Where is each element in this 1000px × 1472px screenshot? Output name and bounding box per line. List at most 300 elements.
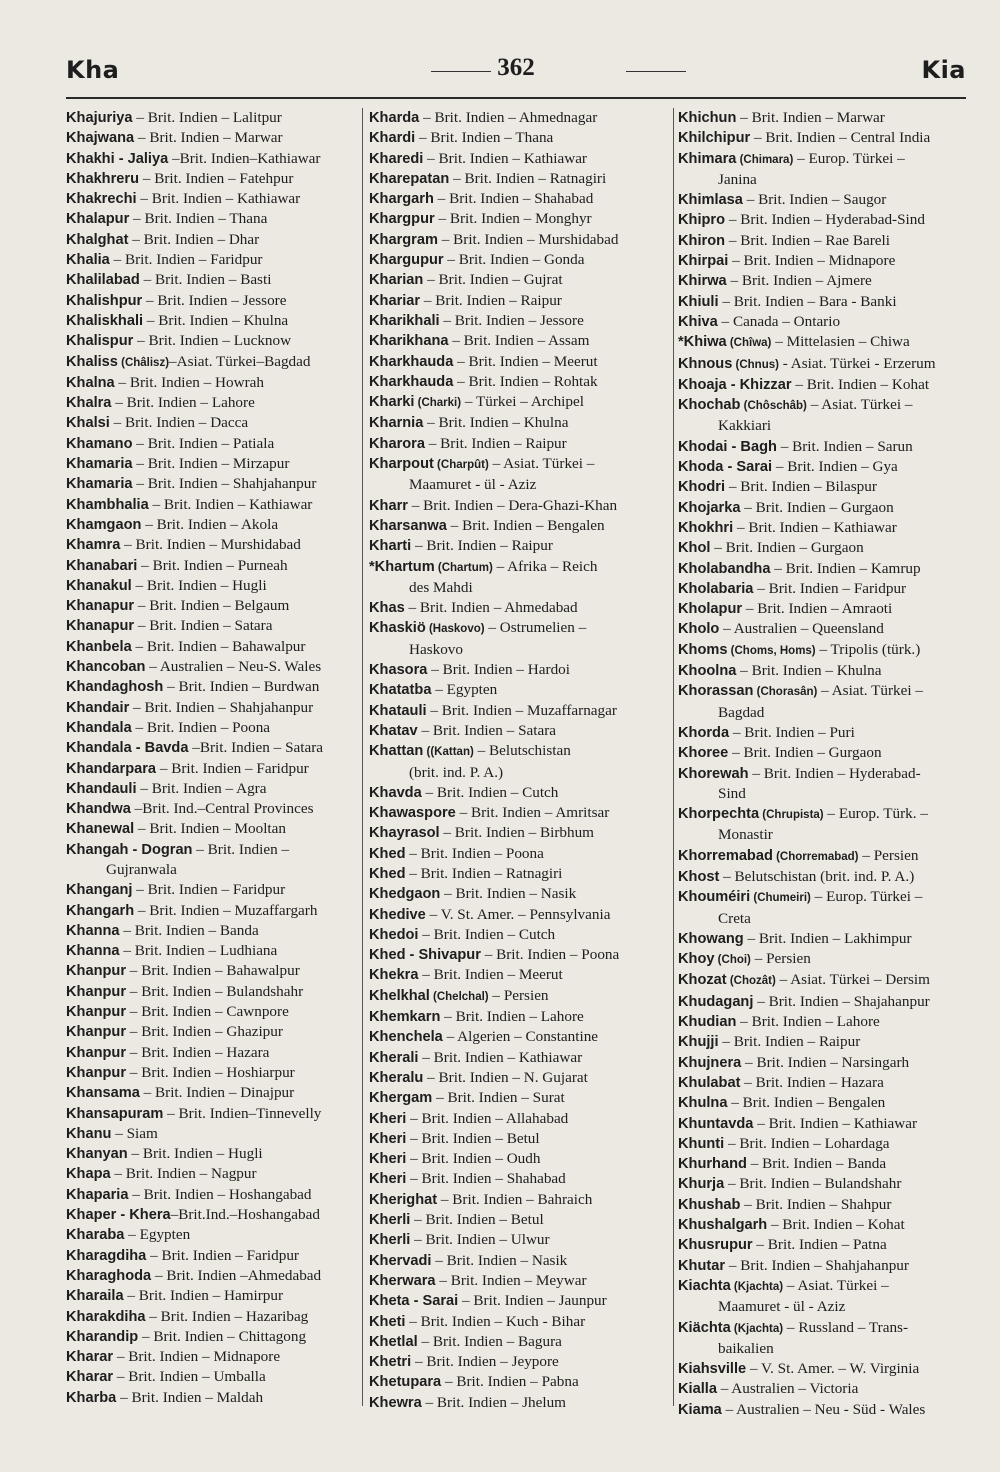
- entry-headword: Khanbela: [66, 638, 132, 655]
- gazetteer-entry: [369, 1291, 669, 1311]
- entry-headword: Kharagdiha: [66, 1247, 147, 1264]
- entry-location: – Brit. Indien – Ahmedabad: [404, 599, 578, 617]
- gazetteer-entry: [369, 1271, 669, 1291]
- entry-location: – Brit. Indien – Amraoti: [742, 600, 893, 618]
- gazetteer-entry: [66, 149, 358, 169]
- gazetteer-entry: [678, 1235, 970, 1255]
- entry-location: – Brit. Indien – Central India: [750, 129, 931, 147]
- entry-location: – Brit. Indien – Shahabad: [406, 1170, 566, 1188]
- entry-alt-name: (Châlisz): [117, 356, 170, 369]
- entry-location: – Brit. Indien – Midnapore: [728, 252, 896, 270]
- gazetteer-entry: [678, 743, 970, 763]
- gazetteer-entry: [369, 209, 669, 229]
- entry-location: – Australien – Queensland: [719, 620, 884, 638]
- entry-location: – Brit. Indien – Nasik: [431, 1251, 568, 1269]
- entry-headword: Khanapur: [66, 618, 135, 635]
- entry-continuation: Janina: [718, 170, 757, 188]
- entry-location: – Brit. Indien – Belgaum: [134, 597, 290, 615]
- entry-location: – Brit. Indien – Dinajpur: [139, 1084, 295, 1102]
- entry-location: – Brit. Indien – Hazara: [740, 1073, 884, 1091]
- entry-location: – Brit. Indien – Shajahanpur: [753, 992, 930, 1010]
- gazetteer-entry: [678, 1195, 970, 1215]
- entry-headword: Khanpur: [66, 983, 126, 1000]
- gazetteer-entry: [678, 559, 970, 579]
- entry-headword: Kharti: [369, 538, 412, 555]
- gazetteer-entry: [66, 1083, 358, 1103]
- entry-location: – Brit. Indien – Hugli: [127, 1145, 263, 1163]
- entry-headword: Khimara: [678, 150, 737, 167]
- running-head-right: Kia: [921, 56, 966, 84]
- gazetteer-entry: [678, 1012, 970, 1032]
- entry-location: – Brit. Indien – Sarun: [776, 437, 913, 455]
- entry-headword: Khirpai: [678, 253, 729, 270]
- gazetteer-entry: [678, 1093, 970, 1113]
- entry-location: – Canada – Ontario: [717, 312, 841, 330]
- entry-headword: Khapa: [66, 1166, 111, 1183]
- entry-location: – Brit. Indien – Kathiawar: [136, 190, 301, 208]
- entry-headword: Khergam: [369, 1090, 433, 1107]
- gazetteer-entry: [66, 373, 358, 393]
- entry-location: – Asiat. Türkei –: [817, 682, 923, 700]
- entry-location: – Asiat. Türkei –: [806, 396, 913, 414]
- entry-location: – Brit. Indien – Lakhimpur: [743, 929, 912, 947]
- entry-headword: Khoaja - Khizzar: [678, 376, 792, 393]
- entry-headword: Kherli: [369, 1212, 411, 1229]
- entry-alt-name: (Kjachta): [730, 1280, 784, 1293]
- entry-headword: Khichun: [678, 110, 737, 126]
- gazetteer-entry: [66, 1164, 358, 1184]
- entry-location: – Brit. Indien – Fatehpur: [139, 169, 294, 187]
- gazetteer-entry: [369, 230, 669, 250]
- gazetteer-entry: [369, 536, 669, 556]
- column-3: [678, 108, 970, 1418]
- entry-alt-name: (Charpût): [433, 459, 489, 472]
- entry-headword: Khudaganj: [678, 993, 754, 1010]
- entry-location: – Brit. Indien – Gurgaon: [710, 539, 864, 557]
- entry-location: – Brit. Indien – Muzaffarnagar: [426, 701, 617, 719]
- entry-headword: Khochab: [678, 397, 741, 414]
- gazetteer-entry: [678, 1073, 970, 1093]
- entry-location: – Brit. Indien – Saugor: [742, 191, 887, 209]
- gazetteer-entry: [66, 921, 358, 941]
- entry-location: – Brit. Indien – Faridpur: [146, 1246, 299, 1264]
- entry-headword: Khandwa: [66, 801, 131, 818]
- entry-location: – Brit. Indien – Hyderabad-Sind: [725, 211, 925, 229]
- entry-location: – Brit. Indien – Kuch - Bihar: [405, 1312, 586, 1330]
- entry-headword: Khoolna: [678, 663, 737, 680]
- entry-headword: Khayrasol: [369, 825, 440, 842]
- entry-headword: Khanganj: [66, 882, 133, 899]
- entry-headword: Kharakdiha: [66, 1308, 146, 1325]
- entry-location: – Brit. Indien – Banda: [746, 1155, 887, 1173]
- gazetteer-entry: [369, 945, 669, 965]
- entry-location: – Brit. Indien – Khulna: [423, 414, 569, 432]
- page-number: 362: [497, 54, 535, 81]
- entry-location: – Siam: [111, 1124, 158, 1142]
- gazetteer-entry: [66, 779, 358, 799]
- entry-headword: Khed: [369, 865, 406, 882]
- gazetteer-entry: [66, 393, 358, 413]
- entry-continuation: Maamuret - ül - Aziz: [718, 1298, 846, 1316]
- entry-headword: Khiron: [678, 232, 726, 249]
- gazetteer-entry: [369, 741, 669, 762]
- entry-headword: Khoda - Sarai: [678, 459, 773, 476]
- entry-headword: Khamgaon: [66, 516, 142, 533]
- entry-headword: Khemkarn: [369, 1009, 441, 1026]
- gazetteer-entry: [678, 640, 970, 661]
- entry-location: – Brit. Indien – Lahore: [440, 1008, 584, 1026]
- gazetteer-entry: [678, 1114, 970, 1134]
- entry-location: – Europ. Türk. –: [823, 805, 928, 823]
- entry-continuation: baikalien: [718, 1339, 774, 1357]
- entry-location: – Brit. Indien – Burdwan: [163, 678, 320, 696]
- gazetteer-entry: [66, 1266, 358, 1286]
- entry-headword: Khakrechi: [66, 191, 137, 208]
- entry-location: – Brit. Indien – Hardoi: [427, 661, 570, 679]
- entry-headword: Kiachta: [678, 1277, 731, 1294]
- page-header: [66, 50, 966, 90]
- entry-location: – Brit. Indien – Poona: [480, 946, 620, 964]
- entry-headword: Kholo: [678, 621, 720, 638]
- column-divider: [362, 108, 363, 1406]
- entry-headword: Khariar: [369, 292, 421, 309]
- gazetteer-entry: [369, 331, 669, 351]
- gazetteer-entry: [678, 477, 970, 497]
- entry-location: – Algerien – Constantine: [442, 1028, 599, 1046]
- entry-location: – Brit. Indien – Lalitpur: [132, 109, 282, 126]
- gazetteer-entry: [369, 1332, 669, 1352]
- entry-headword: Khushab: [678, 1196, 741, 1213]
- gazetteer-entry: [66, 1185, 358, 1205]
- entry-headword: Kheta - Sarai: [369, 1293, 459, 1310]
- entry-headword: Khakhreru: [66, 170, 139, 187]
- entry-headword: Kheri: [369, 1110, 407, 1127]
- gazetteer-entry: [66, 270, 358, 290]
- entry-location: – Ostrumelien –: [484, 619, 587, 637]
- entry-location: – Brit. Indien – Bahraich: [437, 1190, 593, 1208]
- entry-headword: Kharian: [369, 272, 424, 289]
- entry-headword: Khamaria: [66, 476, 133, 493]
- entry-headword: Khalapur: [66, 211, 130, 228]
- entry-continuation: Haskovo: [409, 640, 463, 658]
- entry-headword: Kheri: [369, 1171, 407, 1188]
- entry-location: – Brit. Indien – Shahpur: [740, 1195, 892, 1213]
- entry-headword: Khalishpur: [66, 292, 143, 309]
- entry-headword: Khorda: [678, 724, 730, 741]
- entry-location: – Australien – Victoria: [716, 1380, 859, 1398]
- gazetteer-entry: [369, 1027, 669, 1047]
- entry-headword: Khowang: [678, 930, 744, 947]
- entry-location: –Brit.Ind.–Hoshangabad: [170, 1206, 320, 1224]
- gazetteer-entry: [66, 1022, 358, 1042]
- entry-headword: Khozat: [678, 972, 727, 989]
- gazetteer-entry: [369, 986, 669, 1007]
- gazetteer-entry: [66, 799, 358, 819]
- entry-headword: Kharar: [66, 1369, 114, 1386]
- entry-location: – Brit. Indien – Shahjahanpur: [132, 475, 317, 493]
- entry-location: – Brit. Indien – Akola: [141, 515, 279, 533]
- entry-headword: Khedgaon: [369, 886, 441, 903]
- entry-headword: Khutar: [678, 1257, 726, 1274]
- entry-location: – Brit. Indien – Hyderabad-: [748, 764, 921, 782]
- entry-headword: Khatav: [369, 722, 418, 739]
- entry-location: – Brit. Indien – Ulwur: [410, 1231, 550, 1249]
- gazetteer-entry: [66, 515, 358, 535]
- entry-continuation: des Mahdi: [409, 578, 473, 596]
- entry-location: – Australien – Neu-S. Wales: [145, 658, 322, 676]
- entry-location: – Brit. Indien – Satara: [417, 721, 557, 739]
- gazetteer-entry: [678, 1379, 970, 1399]
- entry-headword: Khilchipur: [678, 130, 751, 147]
- entry-headword: Khanewal: [66, 821, 135, 838]
- entry-location: – Brit. Indien – Birbhum: [439, 824, 594, 842]
- gazetteer-entry: [369, 1109, 669, 1129]
- gazetteer-entry: [369, 1048, 669, 1068]
- entry-headword: Khanapur: [66, 598, 135, 615]
- entry-alt-name: (Haskovo): [425, 623, 485, 636]
- entry-alt-name: (Chnus): [732, 358, 779, 371]
- column-2: [369, 108, 669, 1411]
- entry-headword: Khandaghosh: [66, 679, 164, 696]
- entry-location: – Brit. Indien – Nasik: [440, 885, 577, 903]
- entry-location: –Brit. Indien – Satara: [188, 739, 324, 757]
- entry-location: – Brit. Indien – Jhelum: [421, 1393, 566, 1411]
- running-head-left: Kha: [66, 56, 120, 84]
- entry-headword: Kharki: [369, 394, 415, 411]
- column-divider: [673, 108, 674, 1406]
- entry-location: – Brit. Indien – Assam: [448, 332, 590, 350]
- entry-headword: Khorpechta: [678, 806, 760, 823]
- entry-headword: Khorewah: [678, 765, 749, 782]
- gazetteer-entry: [369, 823, 669, 843]
- entry-location: – Brit. Indien – Pabna: [441, 1373, 579, 1391]
- entry-headword: Khanna: [66, 943, 120, 960]
- entry-location: – Brit. Indien – Narsingarh: [741, 1053, 910, 1071]
- entry-headword: Kiahsville: [678, 1361, 747, 1378]
- entry-headword: Khushalgarh: [678, 1217, 768, 1234]
- entry-headword: Khuntavda: [678, 1115, 754, 1132]
- entry-location: – Brit. Indien – Hazara: [126, 1043, 270, 1061]
- gazetteer-entry: [66, 880, 358, 900]
- entry-headword: Khetupara: [369, 1374, 442, 1391]
- entry-headword: Khoree: [678, 745, 729, 762]
- header-dash-right: [626, 71, 686, 72]
- entry-headword: Khedoi: [369, 926, 419, 943]
- entry-headword: Khaliss: [66, 353, 118, 370]
- entry-location: – Brit. Indien – Ajmere: [726, 272, 872, 290]
- entry-headword: Khaskiö: [369, 620, 426, 637]
- gazetteer-entry: [369, 270, 669, 290]
- entry-headword: Khalispur: [66, 333, 134, 350]
- gazetteer-entry: [66, 677, 358, 697]
- entry-location: – Brit. Indien – Nagpur: [110, 1165, 257, 1183]
- entry-headword: Kharkhauda: [369, 373, 454, 390]
- gazetteer-entry: [369, 1352, 669, 1372]
- entry-alt-name: (Charki): [414, 397, 462, 410]
- entry-location: – Brit. Indien – Bulandshahr: [126, 982, 304, 1000]
- gazetteer-entry: [678, 1053, 970, 1073]
- entry-headword: Kialla: [678, 1381, 717, 1398]
- entry-headword: Khenchela: [369, 1029, 443, 1046]
- gazetteer-entry: [369, 291, 669, 311]
- entry-location: – Türkei – Archipel: [461, 393, 584, 411]
- entry-location: – Brit. Indien – Howrah: [114, 373, 264, 391]
- gazetteer-entry: [369, 557, 669, 578]
- gazetteer-entry: [66, 637, 358, 657]
- gazetteer-entry: [369, 660, 669, 680]
- entry-location: – Brit. Indien–Tinnevelly: [163, 1104, 322, 1122]
- entry-location: – Brit. Indien – Patna: [752, 1236, 887, 1254]
- entry-location: – Brit. Indien – Raipur: [424, 434, 567, 452]
- gazetteer-entry: [678, 579, 970, 599]
- entry-location: – Brit. Indien – Agra: [136, 779, 267, 797]
- entry-headword: Khandala - Bavda: [66, 740, 189, 757]
- entry-headword: Khandair: [66, 699, 130, 716]
- gazetteer-entry: [66, 1144, 358, 1164]
- entry-location: – Brit. Indien – Murshidabad: [437, 230, 619, 248]
- entry-location: – Brit. Indien – Ahmednagar: [419, 109, 598, 126]
- gazetteer-entry: [678, 661, 970, 681]
- gazetteer-entry: [678, 518, 970, 538]
- gazetteer-entry: [678, 395, 970, 416]
- gazetteer-entry: [66, 1286, 358, 1306]
- entry-headword: Khanakul: [66, 577, 132, 594]
- entry-location: – Brit. Indien – Kathiawar: [423, 149, 587, 167]
- entry-location: –Asiat. Türkei–Bagdad: [169, 352, 311, 370]
- gazetteer-entry: [369, 169, 669, 189]
- entry-location: – Brit. Indien – N. Gujarat: [423, 1068, 588, 1086]
- entry-headword: Khervadi: [369, 1252, 432, 1269]
- gazetteer-entry: [369, 1210, 669, 1230]
- entry-headword: Khatauli: [369, 702, 427, 719]
- entry-headword: Khamano: [66, 435, 133, 452]
- gazetteer-entry: [66, 840, 358, 860]
- entry-headword: Kharaba: [66, 1227, 125, 1244]
- entry-headword: Khurja: [678, 1176, 725, 1193]
- gazetteer-entry: [66, 209, 358, 229]
- entry-location: – Brit. Indien – Khulna: [143, 311, 289, 329]
- entry-headword: Khaper - Khera: [66, 1207, 171, 1224]
- entry-headword: Khavda: [369, 784, 422, 801]
- entry-headword: Kherighat: [369, 1191, 438, 1208]
- entry-headword: Kharnia: [369, 415, 424, 432]
- gazetteer-entry: [66, 1246, 358, 1266]
- gazetteer-entry: [369, 1129, 669, 1149]
- gazetteer-entry: [66, 1225, 358, 1245]
- entry-location: – Brit. Indien – Faridpur: [753, 579, 907, 597]
- gazetteer-entry: [678, 619, 970, 639]
- gazetteer-entry: [66, 230, 358, 250]
- entry-headword: Khed - Shivapur: [369, 947, 481, 964]
- entry-location: – Brit. Indien – Kohat: [767, 1216, 905, 1234]
- entry-location: – Brit. Indien – Marwar: [736, 109, 885, 126]
- entry-location: – Brit. Indien – Satara: [134, 617, 273, 635]
- entry-headword: *Khiwa: [678, 334, 727, 351]
- entry-headword: Khirwa: [678, 273, 727, 290]
- gazetteer-entry: [369, 1230, 669, 1250]
- entry-headword: Kholapur: [678, 601, 743, 618]
- entry-headword: Khimlasa: [678, 192, 743, 209]
- gazetteer-entry: [369, 925, 669, 945]
- entry-headword: Kharda: [369, 110, 420, 126]
- entry-location: – V. St. Amer. – W. Virginia: [746, 1360, 920, 1378]
- entry-location: – Brit. Indien – Midnapore: [113, 1348, 281, 1366]
- entry-headword: Khujji: [678, 1034, 719, 1051]
- entry-headword: Khelkhal: [369, 987, 430, 1004]
- entry-headword: Khulna: [678, 1095, 728, 1112]
- gazetteer-entry: [678, 804, 970, 825]
- entry-headword: Khargram: [369, 231, 438, 248]
- entry-location: – Brit. Indien – Chittagong: [138, 1327, 307, 1345]
- gazetteer-entry: [369, 434, 669, 454]
- entry-location: – Brit. Indien – Shahjahanpur: [725, 1256, 909, 1274]
- entry-headword: Kharpout: [369, 456, 434, 473]
- entry-location: – Brit. Indien – Dera-Ghazi-Khan: [407, 496, 618, 514]
- gazetteer-entry: [369, 844, 669, 864]
- entry-location: – Brit. Indien – Jessore: [439, 311, 584, 329]
- entry-location: – Belutschistan: [473, 742, 571, 760]
- entry-location: – Brit. Indien – Surat: [432, 1089, 565, 1107]
- entry-headword: Kherli: [369, 1232, 411, 1249]
- gazetteer-entry: [369, 701, 669, 721]
- entry-headword: Khouméiri: [678, 889, 751, 906]
- gazetteer-entry: [66, 698, 358, 718]
- gazetteer-entry: [66, 718, 358, 738]
- entry-location: – Brit. Indien – Meerut: [418, 966, 563, 984]
- entry-headword: Khudian: [678, 1014, 737, 1031]
- gazetteer-entry: [369, 189, 669, 209]
- gazetteer-entry: [66, 1307, 358, 1327]
- entry-location: –Brit. Ind.–Central Provinces: [130, 800, 314, 818]
- gazetteer-entry: [678, 108, 970, 128]
- entry-headword: Kharar: [66, 1349, 114, 1366]
- entry-location: – Brit. Indien – Hoshangabad: [128, 1185, 312, 1203]
- entry-location: – Asiat. Türkei –: [783, 1276, 889, 1294]
- entry-location: – Brit. Indien – Raipur: [718, 1033, 861, 1051]
- entry-headword: Khajuriya: [66, 110, 133, 126]
- entry-headword: Khoms: [678, 641, 728, 658]
- gazetteer-entry: [369, 1169, 669, 1189]
- gazetteer-entry: [66, 576, 358, 596]
- gazetteer-entry: [678, 332, 970, 353]
- entry-location: – Brit. Indien – Bagura: [417, 1332, 562, 1350]
- entry-location: – Belutschistan (brit. ind. P. A.): [719, 867, 915, 885]
- gazetteer-entry: [66, 1388, 358, 1408]
- entry-headword: Khargpur: [369, 211, 435, 228]
- gazetteer-entry: [369, 372, 669, 392]
- entry-location: – Europ. Türkei –: [810, 888, 923, 906]
- gazetteer-entry: [66, 434, 358, 454]
- entry-location: – Brit. Indien – Ludhiana: [119, 942, 278, 960]
- gazetteer-entry: [66, 759, 358, 779]
- gazetteer-entry: [369, 1251, 669, 1271]
- entry-headword: Khargupur: [369, 252, 444, 269]
- entry-headword: Khatatba: [369, 682, 432, 699]
- gazetteer-entry: [66, 495, 358, 515]
- entry-headword: Kharsanwa: [369, 517, 447, 534]
- entry-location: – Brit. Indien – Mooltan: [134, 820, 286, 838]
- entry-location: – Brit. Indien – Shahabad: [433, 190, 594, 208]
- entry-location: – Brit. Indien – Meywar: [435, 1271, 587, 1289]
- entry-location: – Brit. Indien – Lohardaga: [724, 1134, 890, 1152]
- gazetteer-entry: [678, 1174, 970, 1194]
- entry-continuation: (brit. ind. P. A.): [409, 763, 504, 781]
- entry-headword: Khanpur: [66, 1024, 126, 1041]
- entry-headword: Khokhri: [678, 519, 734, 536]
- gazetteer-entry: [678, 867, 970, 887]
- entry-continuation: Monastir: [718, 826, 773, 844]
- entry-location: – Persien: [750, 950, 811, 968]
